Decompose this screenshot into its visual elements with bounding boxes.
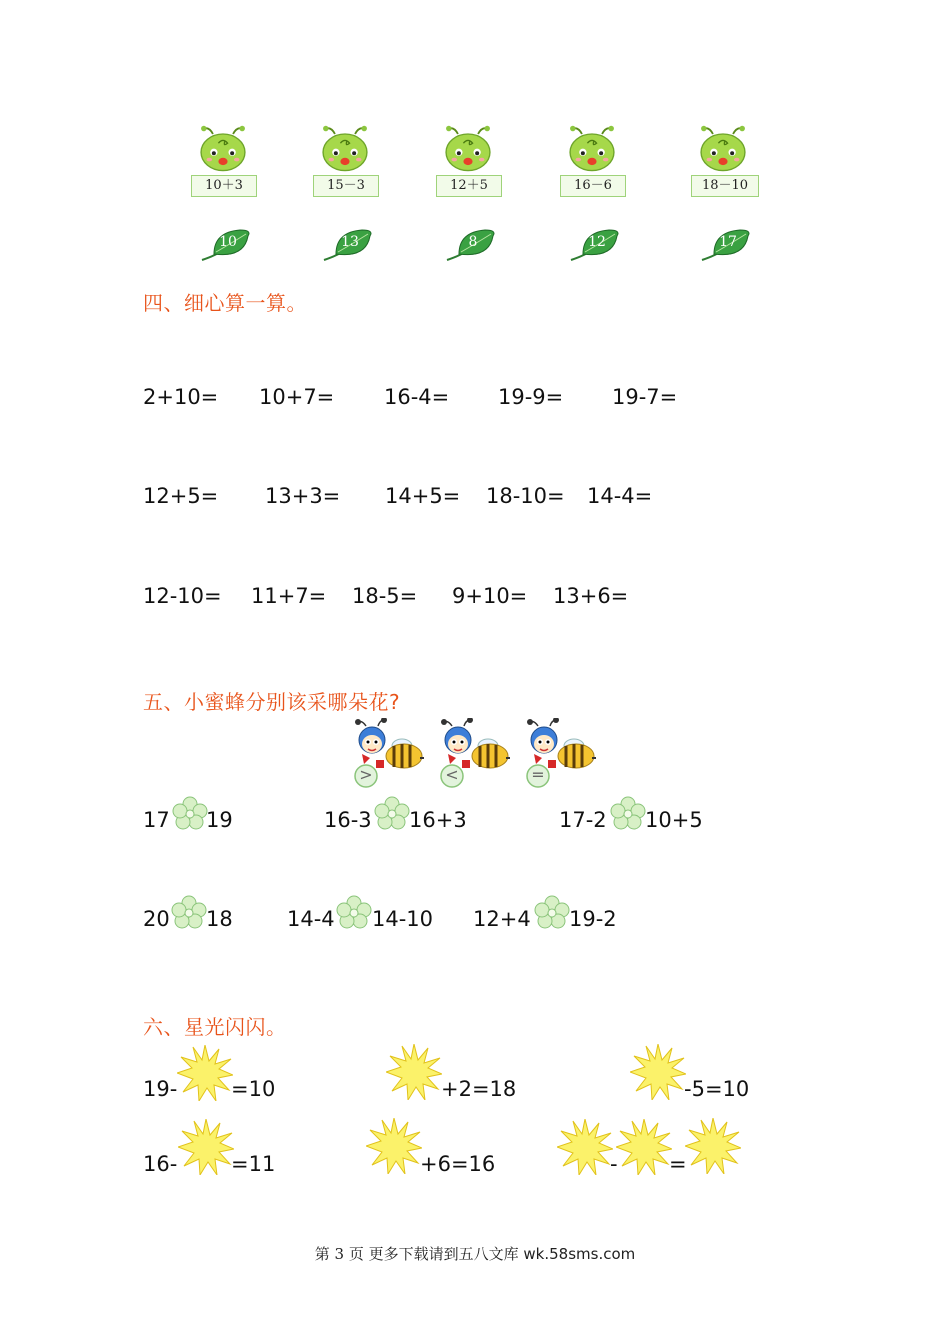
compare-left: 17-2 xyxy=(559,808,607,832)
minus-sign: - xyxy=(610,1152,618,1176)
caterpillar-label: 12＋5 xyxy=(436,175,502,197)
caterpillar-card-2 xyxy=(313,124,383,199)
compare-right: 10+5 xyxy=(645,808,703,832)
leaf-1 xyxy=(196,226,256,266)
section6-heading: 六、星光闪闪。 xyxy=(143,1015,287,1039)
compare-left: 20 xyxy=(143,907,170,931)
equation: 14+5= xyxy=(385,484,461,508)
leaf-number: 8 xyxy=(468,234,478,250)
section5-heading: 五、小蜜蜂分别该采哪朵花? xyxy=(143,690,401,714)
leaf-number: 13 xyxy=(341,234,359,250)
star-icon[interactable] xyxy=(685,1118,741,1174)
equation: 2+10= xyxy=(143,385,219,409)
star-equation-after: +6=16 xyxy=(420,1152,496,1176)
compare-left: 14-4 xyxy=(287,907,335,931)
compare-right: 19 xyxy=(206,808,233,832)
equation: 18-5= xyxy=(352,584,418,608)
equation: 18-10= xyxy=(486,484,565,508)
equation: 14-4= xyxy=(587,484,653,508)
leaf-number: 10 xyxy=(219,234,237,250)
caterpillar-icon xyxy=(313,124,377,176)
equation: 13+3= xyxy=(265,484,341,508)
bee-less xyxy=(438,718,510,790)
star-equation-after: +2=18 xyxy=(441,1077,517,1101)
caterpillar-icon xyxy=(191,124,255,176)
compare-right: 19-2 xyxy=(569,907,617,931)
caterpillar-icon xyxy=(436,124,500,176)
flower-icon[interactable] xyxy=(170,895,208,929)
star-icon[interactable] xyxy=(616,1119,672,1175)
star-equation-after: -5=10 xyxy=(684,1077,750,1101)
caterpillar-label: 18－10 xyxy=(691,175,759,197)
caterpillar-icon xyxy=(691,124,755,176)
leaf-number: 12 xyxy=(588,234,606,250)
caterpillar-label: 10＋3 xyxy=(191,175,257,197)
equation: 13+6= xyxy=(553,584,629,608)
flower-icon[interactable] xyxy=(335,895,373,929)
star-equation-before: 16- xyxy=(143,1152,178,1176)
equation: 9+10= xyxy=(452,584,528,608)
bee-equal xyxy=(524,718,596,790)
section4-heading: 四、细心算一算。 xyxy=(143,291,307,315)
footer-text: 第 3 页 更多下载请到五八文库 xyxy=(314,1245,519,1263)
equation: 12+5= xyxy=(143,484,219,508)
leaf-number: 17 xyxy=(719,234,737,250)
flower-icon[interactable] xyxy=(609,796,647,830)
equation: 10+7= xyxy=(259,385,335,409)
equals-sign: = xyxy=(669,1152,687,1176)
leaf-3 xyxy=(441,226,501,266)
star-icon[interactable] xyxy=(366,1118,422,1174)
equation: 16-4= xyxy=(384,385,450,409)
star-icon[interactable] xyxy=(630,1044,686,1100)
star-icon[interactable] xyxy=(386,1044,442,1100)
caterpillar-card-5 xyxy=(691,124,761,199)
footer-domain[interactable]: wk.58sms.com xyxy=(523,1245,636,1263)
star-equation-after: =10 xyxy=(231,1077,276,1101)
equation: 19-7= xyxy=(612,385,678,409)
compare-right: 18 xyxy=(206,907,233,931)
compare-left: 16-3 xyxy=(324,808,372,832)
equation: 11+7= xyxy=(251,584,327,608)
caterpillar-card-4 xyxy=(560,124,630,199)
caterpillar-card-1 xyxy=(191,124,261,199)
flower-icon[interactable] xyxy=(171,796,209,830)
compare-right: 16+3 xyxy=(409,808,467,832)
caterpillar-label: 15－3 xyxy=(313,175,379,197)
leaf-2 xyxy=(318,226,378,266)
bee-symbol: = xyxy=(531,765,545,784)
compare-right: 14-10 xyxy=(372,907,434,931)
caterpillar-card-3 xyxy=(436,124,506,199)
star-equation-before: 19- xyxy=(143,1077,178,1101)
bee-greater xyxy=(352,718,424,790)
star-icon[interactable] xyxy=(557,1119,613,1175)
compare-left: 17 xyxy=(143,808,170,832)
page-footer xyxy=(0,1243,950,1264)
equation: 19-9= xyxy=(498,385,564,409)
caterpillar-label: 16－6 xyxy=(560,175,626,197)
bee-symbol: > xyxy=(359,765,373,784)
star-equation-after: =11 xyxy=(231,1152,276,1176)
star-icon[interactable] xyxy=(178,1119,234,1175)
caterpillar-icon xyxy=(560,124,624,176)
equation: 12-10= xyxy=(143,584,222,608)
flower-icon[interactable] xyxy=(373,796,411,830)
flower-icon[interactable] xyxy=(533,895,571,929)
star-icon[interactable] xyxy=(177,1045,233,1101)
bee-symbol: < xyxy=(445,765,459,784)
compare-left: 12+4 xyxy=(473,907,531,931)
leaf-4 xyxy=(565,226,625,266)
leaf-5 xyxy=(696,226,756,266)
